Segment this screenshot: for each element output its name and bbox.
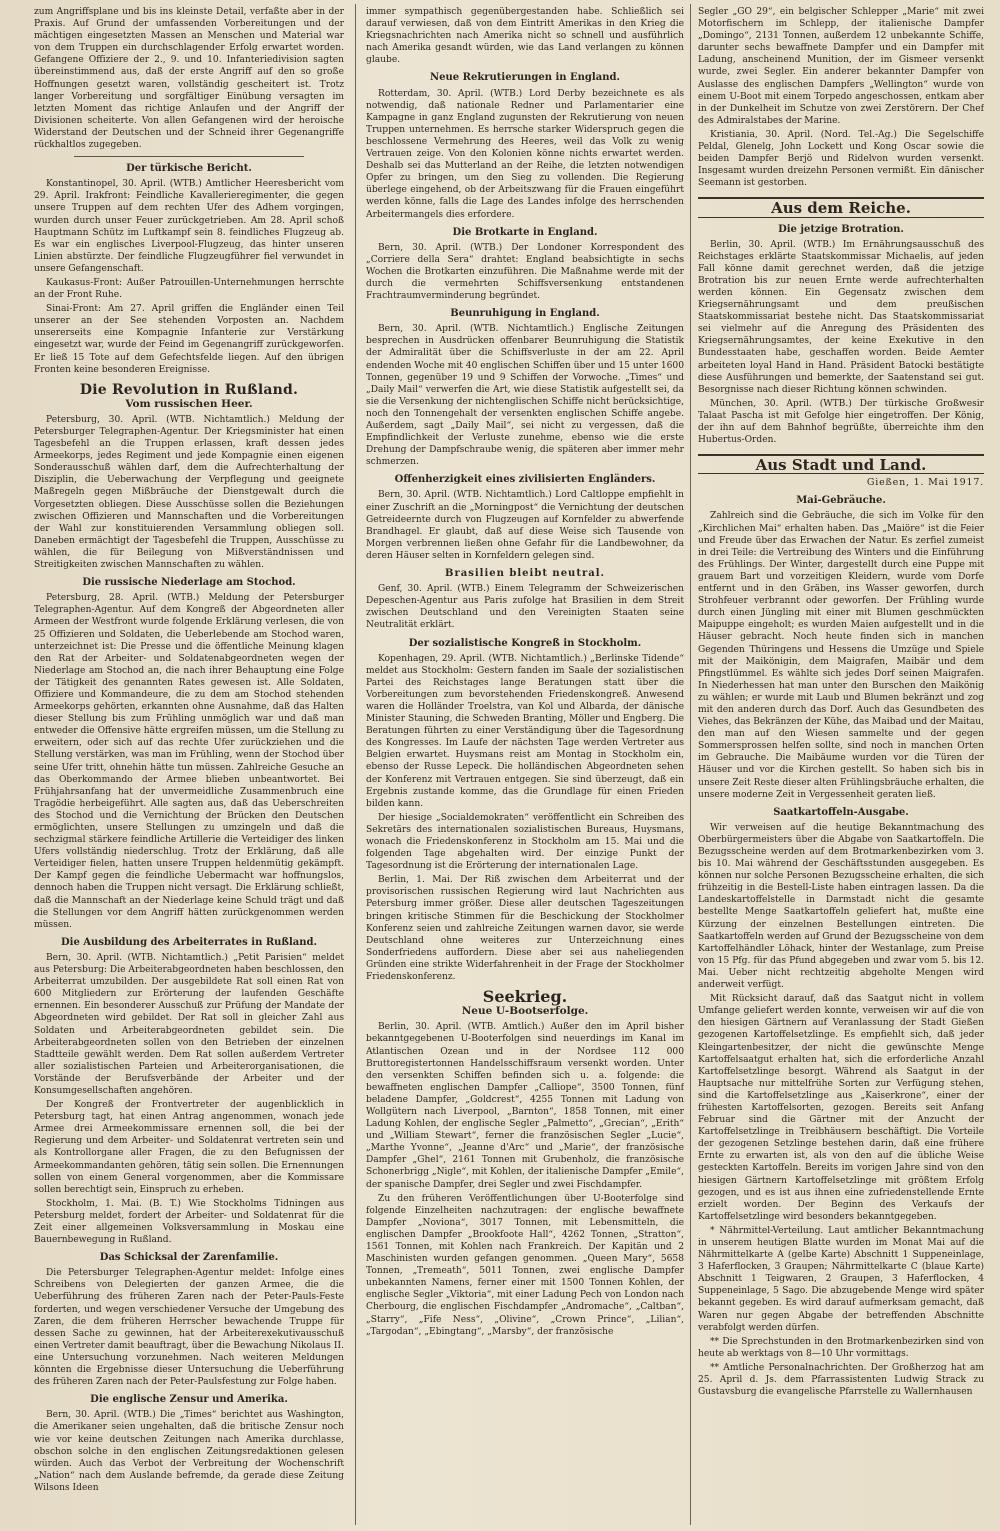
column-2 [366, 6, 684, 1527]
paragraph: Berlin, 1. Mai. Der Riß zwischen dem Arbeiterrat und der provisorischen russischen Regierung wird laut Nachrichten aus Petersburg immer größer. Diese aller deutschen Tageszeitungen bringen kritische Stimmen für die Beschickung der Stockholmer Konferenz seien und zahlreiche Zeitungen warnen davor, sie werde Deutschland ohne weiteres zur Unterzeichnung eines Sonderfriedens auffordern. Diese aber sei aus naheliegenden Gründen eine strikte Widerfahrenheit in der Frage der Stockholmer Friedenskonferenz. [366, 875, 684, 983]
paragraph: Petersburg, 28. April. (WTB.) Meldung der Petersburger Telegraphen-Agentur. Auf dem Kongreß der Abgeordneten aller Armeen der Westfront wurde folgende Erklärung verlesen, die von 25 Offizieren und Soldaten, die Ueberlebende am Stochod waren, unterzeichnet ist: Die Presse und die öffentliche Meinung klagen den Rat der Arbeiter- und Soldatenabgeordneten wegen der Niederlage am Stochod an, die nach ihrer Behauptung eine Folge der Tätigkeit des genannten Rates gewesen ist. Alle Soldaten, Offiziere und Kommandeure, die zu dem am Stochod stehenden Armeekorps gehörten, erkannten ohne Ausnahme, daß das Halten dieser Stellung bis zum Frühling unmöglich war und daß man entweder die Offensive hätte ergreifen müssen, um die Stellung zu erweitern, oder sich auf das rechte Ufer zurückziehen und die Stellung verstärken, was man im Frühling, wenn der Stochod über seine Ufer tritt, ohnehin hätte tun müssen. Zahlreiche Gesuche an das Oberkommando der Armee blieben unbeantwortet. Bei Frühjahrsanfang hat der unvermeidliche Zusammenbruch eine Tragödie herbeigeführt. Alle sagten aus, daß das Ueberschreiten des Stochod und die Vernichtung der Brücken den Deutschen ermöglichten, unsere Stellungen zu umzingeln und daß die sechzigmal stärkere feindliche Artillerie die Verteidiger des linken Ufers vollständig niederschlug. Trotz der Erklärung, daß alle Verteidiger fielen, hatten unsere Truppen heldenmütig gekämpft. Der Kampf gegen die feindliche Uebermacht war hoffnungslos, dennoch haben die Truppen nicht versagt. Die Erklärung schließt, daß die Mannschaft an der Niederlage keine Schuld trägt und daß die Stellungen vor dem Angriff hätten zurückgenommen werden müssen. [34, 593, 344, 930]
headline-arbeiterrat: Die Ausbildung des Arbeiterrates in Rußland. [60, 936, 318, 948]
headline-offenherzigkeit: Offenherzigkeit eines zivilisierten Engländers. [394, 474, 656, 486]
paragraph: Bern, 30. April. (WTB.) Der Londoner Korrespondent des „Corriere della Sera“ drahtet: England beabsichtigte in sechs Wochen die Brotkarten einzuführen. Die Maßnahme werde mit der durch die vermehrten Schiffsversenkung entstandenen Frachtraumverminderung begründet. [366, 242, 684, 302]
paragraph: Konstantinopel, 30. April. (WTB.) Amtlicher Heeresbericht vom 29. April. Irakfront: Feindliche Kavallerieregimenter, die gegen unsere Truppen auf dem rechten Ufer des Adhem vorgingen, wurden durch unser Feuer zurückgetrieben. Am 28. April schoß Hauptmann Schütz im Luftkampf sein 8. feindliches Flugzeug ab. Es war ein englisches Liverpool-Flugzeug, das hinter unseren Linien abstürzte. Der feindliche Flugzeugführer fiel verwundet in unsere Gefangenschaft. [34, 179, 344, 274]
paragraph: ** Die Sprechstunden in den Brotmarkenbezirken sind von heute ab werktags von 8—10 Uhr vormittags. [698, 1336, 984, 1359]
headline-mai-gebraeuche: Mai-Gebräuche. [796, 495, 886, 507]
headline-tuerkischer-bericht: Der türkische Bericht. [126, 163, 252, 175]
paragraph: Genf, 30. April. (WTB.) Einem Telegramm der Schweizerischen Depeschen-Agentur aus Paris zufolge hat Brasilien in dem Streit zwischen Deutschland und den Vereinigten Staaten seine Neutralität erklärt. [366, 584, 684, 631]
paragraph: * Nährmittel-Verteilung. Laut amtlicher Bekanntmachung in unserem heutigen Blatte wurden im Monat Mai auf die Nährmittelkarte A (gelbe Karte) Abschnitt 1 Suppeneinlage, 3 Haferflocken, 3 Graupen; Nährmittelkarte C (blaue Karte) Abschnitt 1 Teigwaren, 2 Graupen, 3 Haferflocken, 4 Suppeneinlage, 5 Sago. Die abzugebende Menge wird später bekannt gegeben. Es wird darauf aufmerksam gemacht, daß Waren nur gegen Abgabe der betreffenden Abschnitte verabfolgt werden dürfen. [698, 1225, 984, 1333]
column-3 [698, 6, 984, 1527]
paragraph: Die Petersburger Telegraphen-Agentur meldet: Infolge eines Schreibens von Delegierten der ganzen Armee, die die Ueberführung des früheren Zaren nach der Peter-Pauls-Feste forderten, und wegen verschiedener Versuche der Umgebung des Zaren, die dem früheren Herrscher bewachende Truppe für dessen Sache zu gewinnen, hat der Arbeiterexekutivausschuß einen Vertreter damit beauftragt, über die Bewachung Nikolaus II. eine Untersuchung vorzunehmen. Nach weiteren Meldungen könnten die Ergebnisse dieser Untersuchung die Ueberführung des früheren Zaren nach der Peter-Paulsfestung zur Folge haben. [34, 1268, 344, 1388]
headline-saatkartoffeln: Saatkartoffeln-Ausgabe. [773, 806, 909, 818]
subheadline-russisches-heer: Vom russischen Heer. [125, 397, 253, 410]
paragraph: Kristiania, 30. April. (Nord. Tel.-Ag.) Die Segelschiffe Peldal, Glenelg, John Lockett und Kong Oscar sowie die beiden Dampfer Berjö und Ridelvon wurden versenkt. Insgesamt wurden dreizehn Personen vermißt. Ein dänischer Seemann ist gestorben. [698, 129, 984, 189]
paragraph: Stockholm, 1. Mai. (B. T.) Wie Stockholms Tidningen aus Petersburg meldet, fordert der Arbeiter- und Soldatenrat für die Zeit einer allgemeinen Volksversammlung in Moskau eine Bauernbewegung in Rußland. [34, 1198, 344, 1246]
headline-revolution-russland: Die Revolution in Rußland. [79, 381, 299, 398]
section-title-aus-dem-reiche: Aus dem Reiche. [698, 197, 984, 217]
paragraph: Mit Rücksicht darauf, daß das Saatgut nicht in vollem Umfange geliefert werden konnte, verweisen wir auf die von den hiesigen Gärtnern auf Veranlassung der Stadt Gießen gezogenen Kartoffelsetzlinge. Es empfiehlt sich, daß jeder Kleingartenbesitzer, der nicht die gewünschte Menge Kartoffelsaatgut erhalten hat, sich die erforderliche Anzahl Kartoffelsetzlinge besorgt. Während als Saatgut in der Hauptsache nur mittelfrühe Sorten zur Verfügung stehen, sind die Kartoffelsetzlinge aus „Kaiserkrone“, einer der frühesten Kartoffelsorten, gezogen. Bereits seit Anfang Februar sind die Gärtner mit der Anzucht der Kartoffelsetzlinge in Treibhäusern beschäftigt. Die Vorteile der gezogenen Setzlinge bestehen darin, daß eine frühere Ernte zu erwarten ist, als von den auf die übliche Weise gesteckten Kartoffeln. Bereits im vorigen Jahre sind von den hiesigen Gärtnern Kartoffelsetzlinge mit größtem Erfolg gezogen, und es ist aus ihnen eine zufriedenstellende Ernte erzielt worden. Der Beginn des Verkaufs der Kartoffelsetzlinge wird besonders bekanntgegeben. [698, 994, 984, 1222]
paragraph: Der Kongreß der Frontvertreter der augenblicklich in Petersburg tagt, hat einen Antrag angenommen, wonach jede Armee drei Armeekommissare ernennen soll, die bei der Regierung und dem Arbeiter- und Soldatenrat vertreten sein und als Kontrollorgane aller Fragen, die zu den Befugnissen der Armeekommandanten gehören, tätig sein sollen. Die Ernennungen sollen von einem General vorgenommen, aber die Kommissare sollen berechtigt sein, Einspruch zu erheben. [34, 1100, 344, 1195]
paragraph: Segler „GO 29“, ein belgischer Schlepper „Marie“ mit zwei Motorfischern im Schlepp, der italienische Dampfer „Domingo“, 2131 Tonnen, außerdem 12 unbekannte Schiffe, darunter sechs bewaffnete Dampfer und ein Dampfer mit Ladung, anscheinend Munition, der im Gismeer versenkt wurde, zwei Segler. Ein anderer bekannter Dampfer von Auslasse des englischen Dampfers „Wellington“ wurde von einem U-Boot mit einem Torpedo angeschossen, entkam aber in der Dunkelheit im Schutze von zwei Zerstörern. Der Chef des Admiralstabes der Marine. [698, 7, 984, 126]
paragraph: Wir verweisen auf die heutige Bekanntmachung des Oberbürgermeisters über die Abgabe von Saatkartoffeln. Die Bezugsscheine werden auf dem Brotmarkenbezirken vom 3. bis 10. Mai während der Geschäftsstunden ausgegeben. Es können nur solche Personen Bezugsscheine erhalten, die sich frühzeitig in die Bestell-Liste haben eintragen lassen. Da die Landeskartoffelstelle in Darmstadt nicht die gesamte bestellte Menge Saatkartoffeln geliefert hat, mußte eine Kürzung der einzelnen Bestellungen eintreten. Die Saatkartoffeln werden auf Grund der Bezugsscheine von dem Kartoffelhändler Löhack, hinter der Westanlage, zum Preise von 15 Pfg. für das Pfund abgegeben und zwar vom 5. bis 12. Mai. Ueber nicht rechtzeitig abgeholte Mengen wird anderweit verfügt. [698, 822, 984, 991]
headline-beunruhigung: Beunruhigung in England. [450, 308, 600, 320]
paragraph: Kaukasus-Front: Außer Patrouillen-Unternehmungen herrschte an der Front Ruhe. [34, 277, 344, 301]
paragraph: Berlin, 30. April. (WTB. Amtlich.) Außer den im April bisher bekanntgegebenen U-Booterfolgen sind neuerdings im Kanal im Atlantischen Ozean und in der Nordsee 112 000 Bruttoregistertonnen Handelsschiffsraum versenkt worden. Unter den versenkten Schiffen befinden sich u. a. folgende: die bewaffneten englischen Dampfer „Calliope“, 3500 Tonnen, fünf beladene Dampfer, „Goldcrest“, 4255 Tonnen mit Ladung von Wollgütern nach Liverpool, „Barnton“, 1858 Tonnen, mit einer Ladung Kohlen, der englische Segler „Palmetto“, „Grecian“, „Erith“ und „William Stewart“, ferner die französischen Segler „Lucie“, „Marthe Yvonne“, „Jeanne d'Arc“ und „Marie“, der französische Dampfer „Ghel“, 2161 Tonnen mit Grubenholz, die französische Schonerbrigg „Nigle“, mit Kohlen, der italienische Dampfer „Emile“, der spanische Dampfer, drei Segler und zwei Fischdampfer. [366, 1022, 684, 1190]
paragraph: München, 30. April. (WTB.) Der türkische Großwesir Talaat Pascha ist mit Gefolge hier eingetroffen. Der König, der ihn auf dem Bahnhof begrüßte, überreichte ihm den Hubertus-Orden. [698, 398, 984, 446]
paragraph: Bern, 30. April. (WTB. Nichtamtlich.) „Petit Parisien“ meldet aus Petersburg: Die Arbeiterabgeordneten haben beschlossen, den Arbeiterrat umzubilden. Der ausgebildete Rat soll einen Rat von 600 Mitgliedern zur Erörterung der laufenden Geschäfte ernennen. Ein besonderer Ausschuß zur Prüfung der Mandate der Abgeordneten wird gebildet. Der Rat soll in gleicher Zahl aus Soldaten und Arbeiterabgeordneten gebildet sein. Die Arbeiterabgeordneten sollen von den Betrieben der einzelnen Stadtteile gewählt werden. Dem Rat sollen außerdem Vertreter aller sozialistischen Parteien und Arbeiterorganisationen, die Vorstände der Berufsverbände der Arbeiter und der Konsumgesellschaften angehören. [34, 952, 344, 1096]
dateline: Gießen, 1. Mai 1917. [866, 477, 984, 489]
paragraph: Sinai-Front: Am 27. April griffen die Engländer einen Teil unserer an der See stehenden Vorposten an. Nachdem unsererseits eine Kompagnie Infanterie zur Verstärkung eingesetzt war, wurde der Feind im Gegenangriff zurückgeworfen. Er ließ 15 Tote auf dem Gefechtsfelde liegen. Auf den übrigen Fronten keine besonderen Ereignisse. [34, 304, 344, 375]
column-1 [34, 6, 344, 1527]
column-rule [355, 4, 356, 1525]
paragraph: Petersburg, 30. April. (WTB. Nichtamtlich.) Meldung der Petersburger Telegraphen-Agentur. Der Kriegsminister hat einen Tagesbefehl an die Truppen erlassen, kraft dessen jedes Armeekorps, jedes Regiment und jede Kompagnie einen eigenen Sonderausschuß wählen darf, dem die Aufrechterhaltung der Disziplin, die Ueberwachung der Verpflegung und geeignete Maßregeln gegen Mißbräuche der Dienstgewalt durch die Vorgesetzten obliegen. Diese Ausschüsse sollen die Beziehungen zwischen Offizieren und Mannschaften und die Vorbereitungen der Wahl zur konstituierenden Versammlung obliegen soll. Daneben ermächtigt der Tagesbefehl die Truppen, Ausschüsse zu wählen, die für Beilegung von Mißverständnissen und Streitigkeiten zwischen Mannschaften zu wählen. [34, 414, 344, 571]
section-title-aus-stadt-und-land: Aus Stadt und Land. [698, 454, 984, 474]
headline-rekrutierungen: Neue Rekrutierungen in England. [430, 72, 620, 84]
headline-brasilien: Brasilien bleibt neutral. [445, 568, 605, 580]
subheadline-u-bootserfolge: Neue U-Bootserfolge. [461, 1005, 589, 1018]
headline-seekrieg: Seekrieg. [482, 987, 568, 1007]
headline-sozialistischer-kongress: Der sozialistische Kongreß in Stockholm. [408, 637, 642, 649]
paragraph: Bern, 30. April. (WTB. Nichtamtlich.) Lord Caltloppe empfiehlt in einer Zuschrift an die „Morningpost“ die Vernichtung der deutschen Getreideernte durch von Flugzeugen auf Kornfelder zu abwerfende Brandhagel. Er glaubt, daß auf diese Weise sich Tausende von Morgen verbrennen ließen ohne Gefahr für die Landbewohner, da deren Häuser selten in Kornfeldern gelegen sind. [366, 490, 684, 561]
headline-brotkarte: Die Brotkarte in England. [452, 226, 598, 238]
paragraph: Zahlreich sind die Gebräuche, die sich im Volke für den „Kirchlichen Mai“ erhalten haben. Das „Maiöre“ ist die Feier und Freude über das Erwachen der Natur. Es zerfiel zumeist in drei Teile: die Vertreibung des Winters und die Einführung des Frühlings. Der Winter, dargestellt durch eine Puppe mit grauem Bart und vorzeitigen Kleidern, wurde vom Dorfe entfernt und in den Gräben, ins Wasser geworfen, durch Strohfeuer verbrannt oder geworfen. Der Frühling wurde durch einen Jüngling mit einer mit Blumen geschmückten Maipuppe eingeholt; es wurden Maien aufgestellt und in die Häuser gebracht. Noch heute finden sich in manchen Gegenden Thüringens und Hessens die Umzüge und Spiele mit der Maikönigin, dem Maigrafen, Maibär und dem Pfingstlümmel. Es wählte sich jedes Dorf seinen Maigrafen. In Niederhessen hat man unter den Burschen den Maikönig zu wählen; er wurde mit Laub und Blumen bekränzt und zog mit den anderen durch das Dorf. Auch das Gesundbeten des Viehes, das Bekränzen der Kühe, das Maibad und der Maitau, den man auf den Wiesen sammelte und der gegen Sommersprossen helfen sollte, sind noch in manchen Orten im Gebrauche. Die Maibäume wurden vor die Türen der Häuser und vor die Kirchen gestellt. So haben sich bis in unsere Zeit Reste dieser alten Frühlingsbräuche erhalten, die unsere moderne Zeit in Vergessenheit geraten ließ. [698, 511, 984, 800]
paragraph: Rotterdam, 30. April. (WTB.) Lord Derby bezeichnete es als notwendig, daß nationale Redner und Parlamentarier eine Kampagne in ganz England zugunsten der Rekrutierung von neuen Truppen unternehmen. Es herrsche starker Widerspruch gegen die beschlossene Vermehrung des Heeres, weil das Volk zu wenig Vertrauen zeige. Von den Kolonien könne nichts erwartet werden. Deshalb sei das Mutterland an der Reihe, die letzten notwendigen Opfer zu bringen, um den Sieg zu vollenden. Die Regierung überlege eingehend, ob der Arbeitszwang für die Frauen eingeführt werden könne, falls die Lage des Landes infolge des herrschenden Arbeitermangels dies erfordere. [366, 88, 684, 220]
paragraph: Zu den früheren Veröffentlichungen über U-Booterfolge sind folgende Einzelheiten nachzutragen: der englische bewaffnete Dampfer „Noviona“, 3017 Tonnen, mit Lebensmitteln, die englischen Dampfer „Brookfoote Hall“, 4262 Tonnen, „Stratton“, 1561 Tonnen, mit Kohlen nach Frankreich. Der Kapitän und 2 Maschinisten wurden gefangen genommen. „Queen Mary“, 5658 Tonnen, „Tremeath“, 5011 Tonnen, zwei englische Dampfer unbekannten Namens, ferner einer mit 1500 Tonnen Kohlen, der englische Segler „Viktoria“, mit einer Ladung Pech von London nach Cherbourg, die englischen Fischdampfer „Andromache“, „Caltban“, „Starry“, „Fife Ness“, „Olivine“, „Crown Prince“, „Lilian“, „Targodan“, „Ebingtang“, „Marsby“, der französische [366, 1193, 684, 1337]
paragraph: Berlin, 30. April. (WTB.) Im Ernährungsausschuß des Reichstages erklärte Staatskommissar Michaelis, auf jeden Fall könne damit gerechnet werden, daß die jetzige Brotration bis zur neuen Ernte werde aufrechterhalten werden können. Ein Gegensatz zwischen dem Kriegsernährungsamt und dem preußischen Staatskommissariat bestehe nicht. Das Staatskommissariat sei vielmehr auf die Anregung des Präsidenten des Kriegsernährungsamtes, der keine Exekutive in den Bundesstaaten habe, geschaffen worden. Beide Aemter arbeiteten loyal Hand in Hand. Präsident Batocki bestätigte diese Ausführungen und bemerkte, der Saatenstand sei gut. Besorgnisse nach dieser Richtung können schwinden. [698, 239, 984, 395]
paragraph: Der hiesige „Socialdemokraten“ veröffentlicht ein Schreiben des Sekretärs des internationalen sozialistischen Bureaus, Huysmans, wonach die Friedenskonferenz in Stockholm am 15. Mai und die folgenden Tage abgehalten wird. Der einzige Punkt der Tagesordnung ist die Erörterung der internationalen Lage. [366, 812, 684, 872]
paragraph: Bern, 30. April. (WTB. Nichtamtlich.) Englische Zeitungen besprechen in Ausdrücken offenbarer Beunruhigung die Statistik der Admiralität über die Schiffsverluste in der am 22. April endenden Woche mit 40 englischen Schiffen über und 15 unter 1600 Tonnen, gegenüber 19 und 9 Schiffen der Vorwoche. „Times“ und „Daily Mail“ verwerfen die Art, wie diese Statistik aufgestellt sei, da sie die Versenkung der nichtenglischen Schiffe nicht berücksichtige, noch den Tonnengehalt der versenkten englischen Schiffe angebe. Außerdem, sagt „Daily Mail“, sei nicht zu vergessen, daß die Empfindlichkeit der Verluste zunehme, ebenso wie die erste Drehung der Dampfschraube wenig, die späteren aber immer mehr schmerzen. [366, 324, 684, 468]
paragraph: zum Angriffsplane und bis ins kleinste Detail, verfaßte aber in der Praxis. Auf Grund der umfassenden Vorbereitungen und der mächtigen eingesetzten Massen an Menschen und Material war von dem Truppen ein durchschlagender Erfolg erwartet worden. Gefangene Offiziere der 2., 9. und 10. Infanteriedivision sagten übereinstimmend aus, daß der erste Angriff auf den so große Hoffnungen gesetzt waren, vollständig gescheitert ist. Trotz langer Vorbereitung und sorgfältiger Einübung versagten im letzten Moment das richtige Anlaufen und der Angriff der Divisionen scheiterte. Von allen Gefangenen wird der heroische Widerstand der Deutschen und der Schneid ihrer Gegenangriffe rückhaltlos zugegeben. [34, 7, 344, 151]
headline-stochod: Die russische Niederlage am Stochod. [82, 577, 296, 589]
paragraph: ** Amtliche Personalnachrichten. Der Großherzog hat am 25. April d. Js. dem Pfarrassistenten Ludwig Strack zu Gustavsburg die evangelische Pfarrstelle zu Wallernhausen [698, 1362, 984, 1398]
paragraph: Kopenhagen, 29. April. (WTB. Nichtamtlich.) „Berlinske Tidende“ meldet aus Stockholm: Gestern fanden im Saale der sozialistischen Partei des Reichstages lange Beratungen statt über die Vorbereitungen zum bevorstehenden Friedenskongreß. Anwesend waren die Holländer Troelstra, van Kol und Albarda, der dänische Minister Stauning, die Schweden Branting, Möller und Engberg. Die Beratungen führten zu einer Verständigung über die Tagesordnung des Kongresses. Im Laufe der nächsten Tage werden Vertreter aus Belgien erwartet. Huysmans reist am Montag in Stockholm ein, ebenso der Russe Lepeck. Die holländischen Abgeordneten sehen der Konferenz mit Vertrauen entgegen. Sie sind überzeugt, daß ein Ergebnis zustande komme, das die Grundlage für einen Frieden bilden kann. [366, 653, 684, 809]
headline-brotration: Die jetzige Brotration. [778, 223, 904, 235]
paragraph: Bern, 30. April. (WTB.) Die „Times“ berichtet aus Washington, die Amerikaner seien ungehalten, daß die britische Zensur noch wie vor keine deutschen Zeitungen nach Amerika durchlasse, obschon solche in den englischen Zeitungsredaktionen gelesen würden. Auch das Verbot der Verbreitung der Wochenschrift „Nation“ nach dem Auslande befremde, da gerade diese Zeitung Wilsons Ideen [34, 1410, 344, 1493]
paragraph: immer sympathisch gegenübergestanden habe. Schließlich sei darauf verwiesen, daß von dem Eintritt Amerikas in den Krieg die Kriegsnachrichten nach Amerika nicht so schnell und ausführlich nach Amerika gesandt würden, wie das Land verlangen zu können glaube. [366, 7, 684, 66]
headline-zarenfamilie: Das Schicksal der Zarenfamilie. [99, 1252, 279, 1264]
headline-englische-zensur: Die englische Zensur und Amerika. [90, 1394, 288, 1406]
divider [74, 156, 304, 157]
column-rule [690, 4, 691, 1525]
